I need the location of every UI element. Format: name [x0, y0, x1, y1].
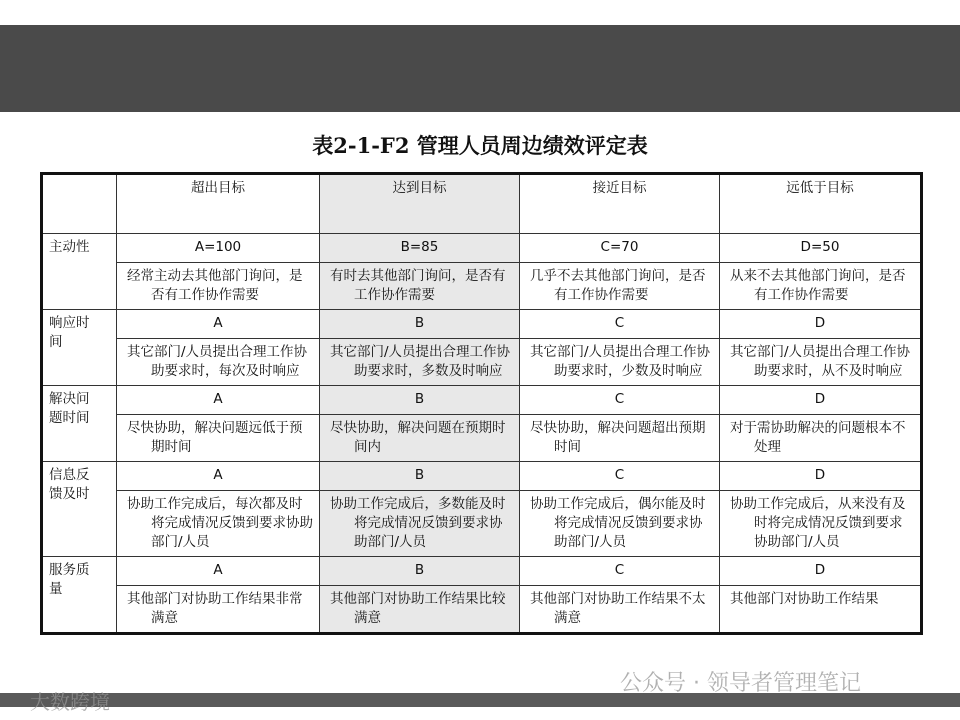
column-header: 接近目标: [520, 174, 720, 234]
evaluation-table: [40, 172, 923, 635]
row-label: 主动性: [42, 234, 117, 310]
grade-row: [42, 462, 922, 491]
description-cell: 经常主动去其他部门询问，是否有工作协作需要: [117, 263, 320, 310]
description-cell: 尽快协助，解决问题超出预期时间: [520, 415, 720, 462]
grade-row: [42, 386, 922, 415]
row-label: 信息反馈及时: [42, 462, 117, 557]
grade-cell: A: [117, 557, 320, 586]
description-row: [42, 415, 922, 462]
grade-cell: C: [520, 462, 720, 491]
grade-cell: C=70: [520, 234, 720, 263]
grade-cell: D: [720, 386, 922, 415]
row-label: 响应时间: [42, 310, 117, 386]
grade-cell: C: [520, 386, 720, 415]
grade-cell: A=100: [117, 234, 320, 263]
grade-row: [42, 310, 922, 339]
description-cell: 几乎不去其他部门询问，是否有工作协作需要: [520, 263, 720, 310]
header-band: [0, 25, 960, 112]
grade-cell: D: [720, 310, 922, 339]
description-cell: 尽快协助，解决问题在预期时间内: [320, 415, 520, 462]
grade-cell: D=50: [720, 234, 922, 263]
description-cell: 协助工作完成后，多数能及时将完成情况反馈到要求协助部门/人员: [320, 491, 520, 557]
description-row: [42, 586, 922, 634]
grade-cell: B: [320, 310, 520, 339]
grade-cell: B: [320, 462, 520, 491]
row-label: 服务质量: [42, 557, 117, 634]
description-cell: 有时去其他部门询问，是否有工作协作需要: [320, 263, 520, 310]
description-cell: 其他部门对协助工作结果比较满意: [320, 586, 520, 634]
description-cell: 其他部门对协助工作结果: [720, 586, 922, 634]
watermark-left: 大数跨境: [30, 690, 110, 714]
grade-cell: D: [720, 557, 922, 586]
description-cell: 其它部门/人员提出合理工作协助要求时，多数及时响应: [320, 339, 520, 386]
description-cell: 对于需协助解决的问题根本不处理: [720, 415, 922, 462]
description-row: [42, 491, 922, 557]
grade-cell: A: [117, 310, 320, 339]
grade-cell: A: [117, 386, 320, 415]
description-cell: 协助工作完成后，从来没有及时将完成情况反馈到要求协助部门/人员: [720, 491, 922, 557]
grade-cell: B: [320, 386, 520, 415]
description-cell: 其它部门/人员提出合理工作协助要求时，每次及时响应: [117, 339, 320, 386]
description-cell: 从来不去其他部门询问，是否有工作协作需要: [720, 263, 922, 310]
grade-cell: A: [117, 462, 320, 491]
grade-row: [42, 557, 922, 586]
description-cell: 其他部门对协助工作结果非常满意: [117, 586, 320, 634]
grade-cell: D: [720, 462, 922, 491]
watermark-right: 公众号 · 领导者管理笔记: [620, 671, 861, 696]
description-row: [42, 339, 922, 386]
grade-cell: B: [320, 557, 520, 586]
row-label: 解决问题时间: [42, 386, 117, 462]
description-cell: 协助工作完成后，每次都及时将完成情况反馈到要求协助部门/人员: [117, 491, 320, 557]
description-cell: 其他部门对协助工作结果不太满意: [520, 586, 720, 634]
page-title: 表2-1-F2 管理人员周边绩效评定表: [312, 133, 648, 158]
corner-cell: [42, 174, 117, 234]
grade-cell: C: [520, 310, 720, 339]
description-cell: 协助工作完成后，偶尔能及时将完成情况反馈到要求协助部门/人员: [520, 491, 720, 557]
header-row: [42, 174, 922, 234]
description-cell: 其它部门/人员提出合理工作协助要求时，少数及时响应: [520, 339, 720, 386]
grade-cell: C: [520, 557, 720, 586]
grade-row: [42, 234, 922, 263]
column-header: 超出目标: [117, 174, 320, 234]
column-header: 远低于目标: [720, 174, 922, 234]
description-cell: 其它部门/人员提出合理工作协助要求时，从不及时响应: [720, 339, 922, 386]
grade-cell: B=85: [320, 234, 520, 263]
description-cell: 尽快协助，解决问题远低于预期时间: [117, 415, 320, 462]
column-header: 达到目标: [320, 174, 520, 234]
description-row: [42, 263, 922, 310]
